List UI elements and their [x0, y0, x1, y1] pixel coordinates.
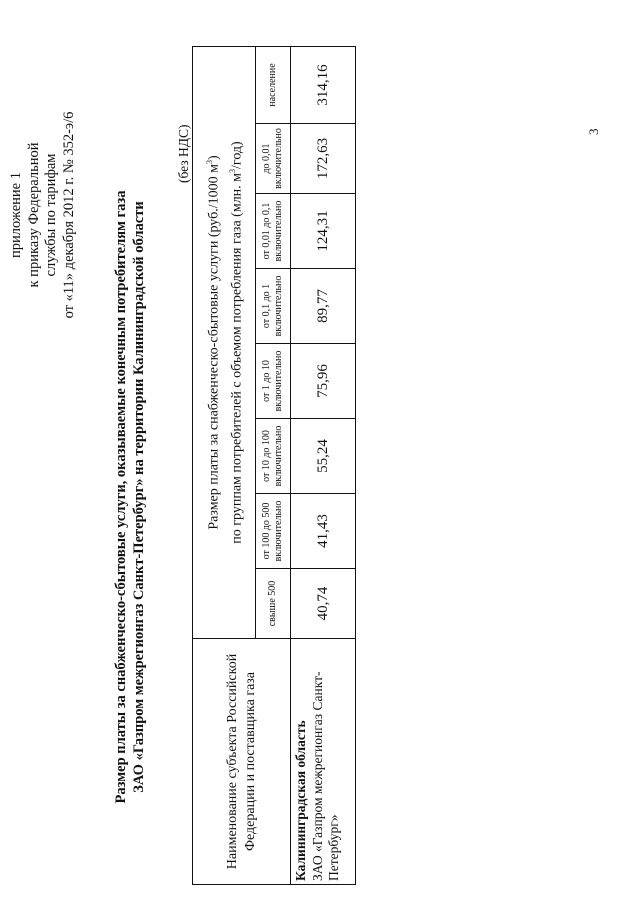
group-header: от 0,1 до 1 включительно — [256, 269, 291, 344]
col-name-header: Наименование субъекта Российской Федерации и поставщика газа — [193, 639, 291, 885]
supplier-name: ЗАО «Газпром межрегионгаз Санкт-Петербург» — [309, 671, 341, 881]
annex-line-1: приложение 1 — [8, 172, 24, 258]
region-cell — [291, 639, 356, 885]
document-title — [112, 187, 148, 807]
fee-header-line-1: Размер платы за снабженческо-сбытовые услуги (руб./1000 м — [207, 164, 222, 530]
header-row-main — [193, 46, 256, 884]
fee-header-line-2-end: /год) — [229, 141, 245, 169]
annex-line-2: к приказу Федеральной — [25, 142, 42, 288]
fee-value: 314,16 — [291, 46, 356, 123]
fee-value: 89,77 — [291, 269, 356, 344]
group-header: от 10 до 100 включительно — [256, 419, 291, 494]
fee-value: 41,43 — [291, 494, 356, 569]
region-name: Калининградская область — [293, 720, 308, 881]
fee-header-line-2-sup: 3 — [228, 168, 237, 173]
group-header: до 0,01 включительно — [256, 124, 291, 194]
fee-value: 75,96 — [291, 344, 356, 419]
group-header: от 0,01 до 0,1 включительно — [256, 194, 291, 269]
fee-header-line-1-end: ) — [207, 155, 222, 160]
vat-note: (без НДС) — [176, 124, 191, 183]
fee-header-line-2: по группам потребителей с объемом потребления газа (млн. м — [229, 172, 245, 544]
annex-block — [8, 105, 78, 325]
tariff-table — [192, 46, 356, 885]
fee-header-unit-sup: 3 — [205, 160, 215, 164]
group-header: свыше 500 — [256, 569, 291, 639]
annex-line-3: службы по тарифам — [43, 153, 59, 277]
annex-line-4: от «11» декабря 2012 г. № 352-э/6 — [60, 111, 77, 319]
group-header: население — [256, 46, 291, 123]
group-header: от 1 до 10 включительно — [256, 344, 291, 419]
title-line-1: Размер платы за снабженческо-сбытовые услуги, оказываемые конечным потребителям газа — [113, 190, 129, 804]
fee-header — [193, 46, 256, 638]
fee-value: 124,31 — [291, 194, 356, 269]
group-header: от 100 до 500 включительно — [256, 494, 291, 569]
fee-value: 55,24 — [291, 419, 356, 494]
page-number: 3 — [586, 128, 601, 135]
fee-value: 172,63 — [291, 124, 356, 194]
table-row — [291, 46, 356, 884]
fee-value: 40,74 — [291, 569, 356, 639]
title-line-2: ЗАО «Газпром межрегионгаз Санкт-Петербург» на территории Калининградской области — [131, 201, 147, 793]
